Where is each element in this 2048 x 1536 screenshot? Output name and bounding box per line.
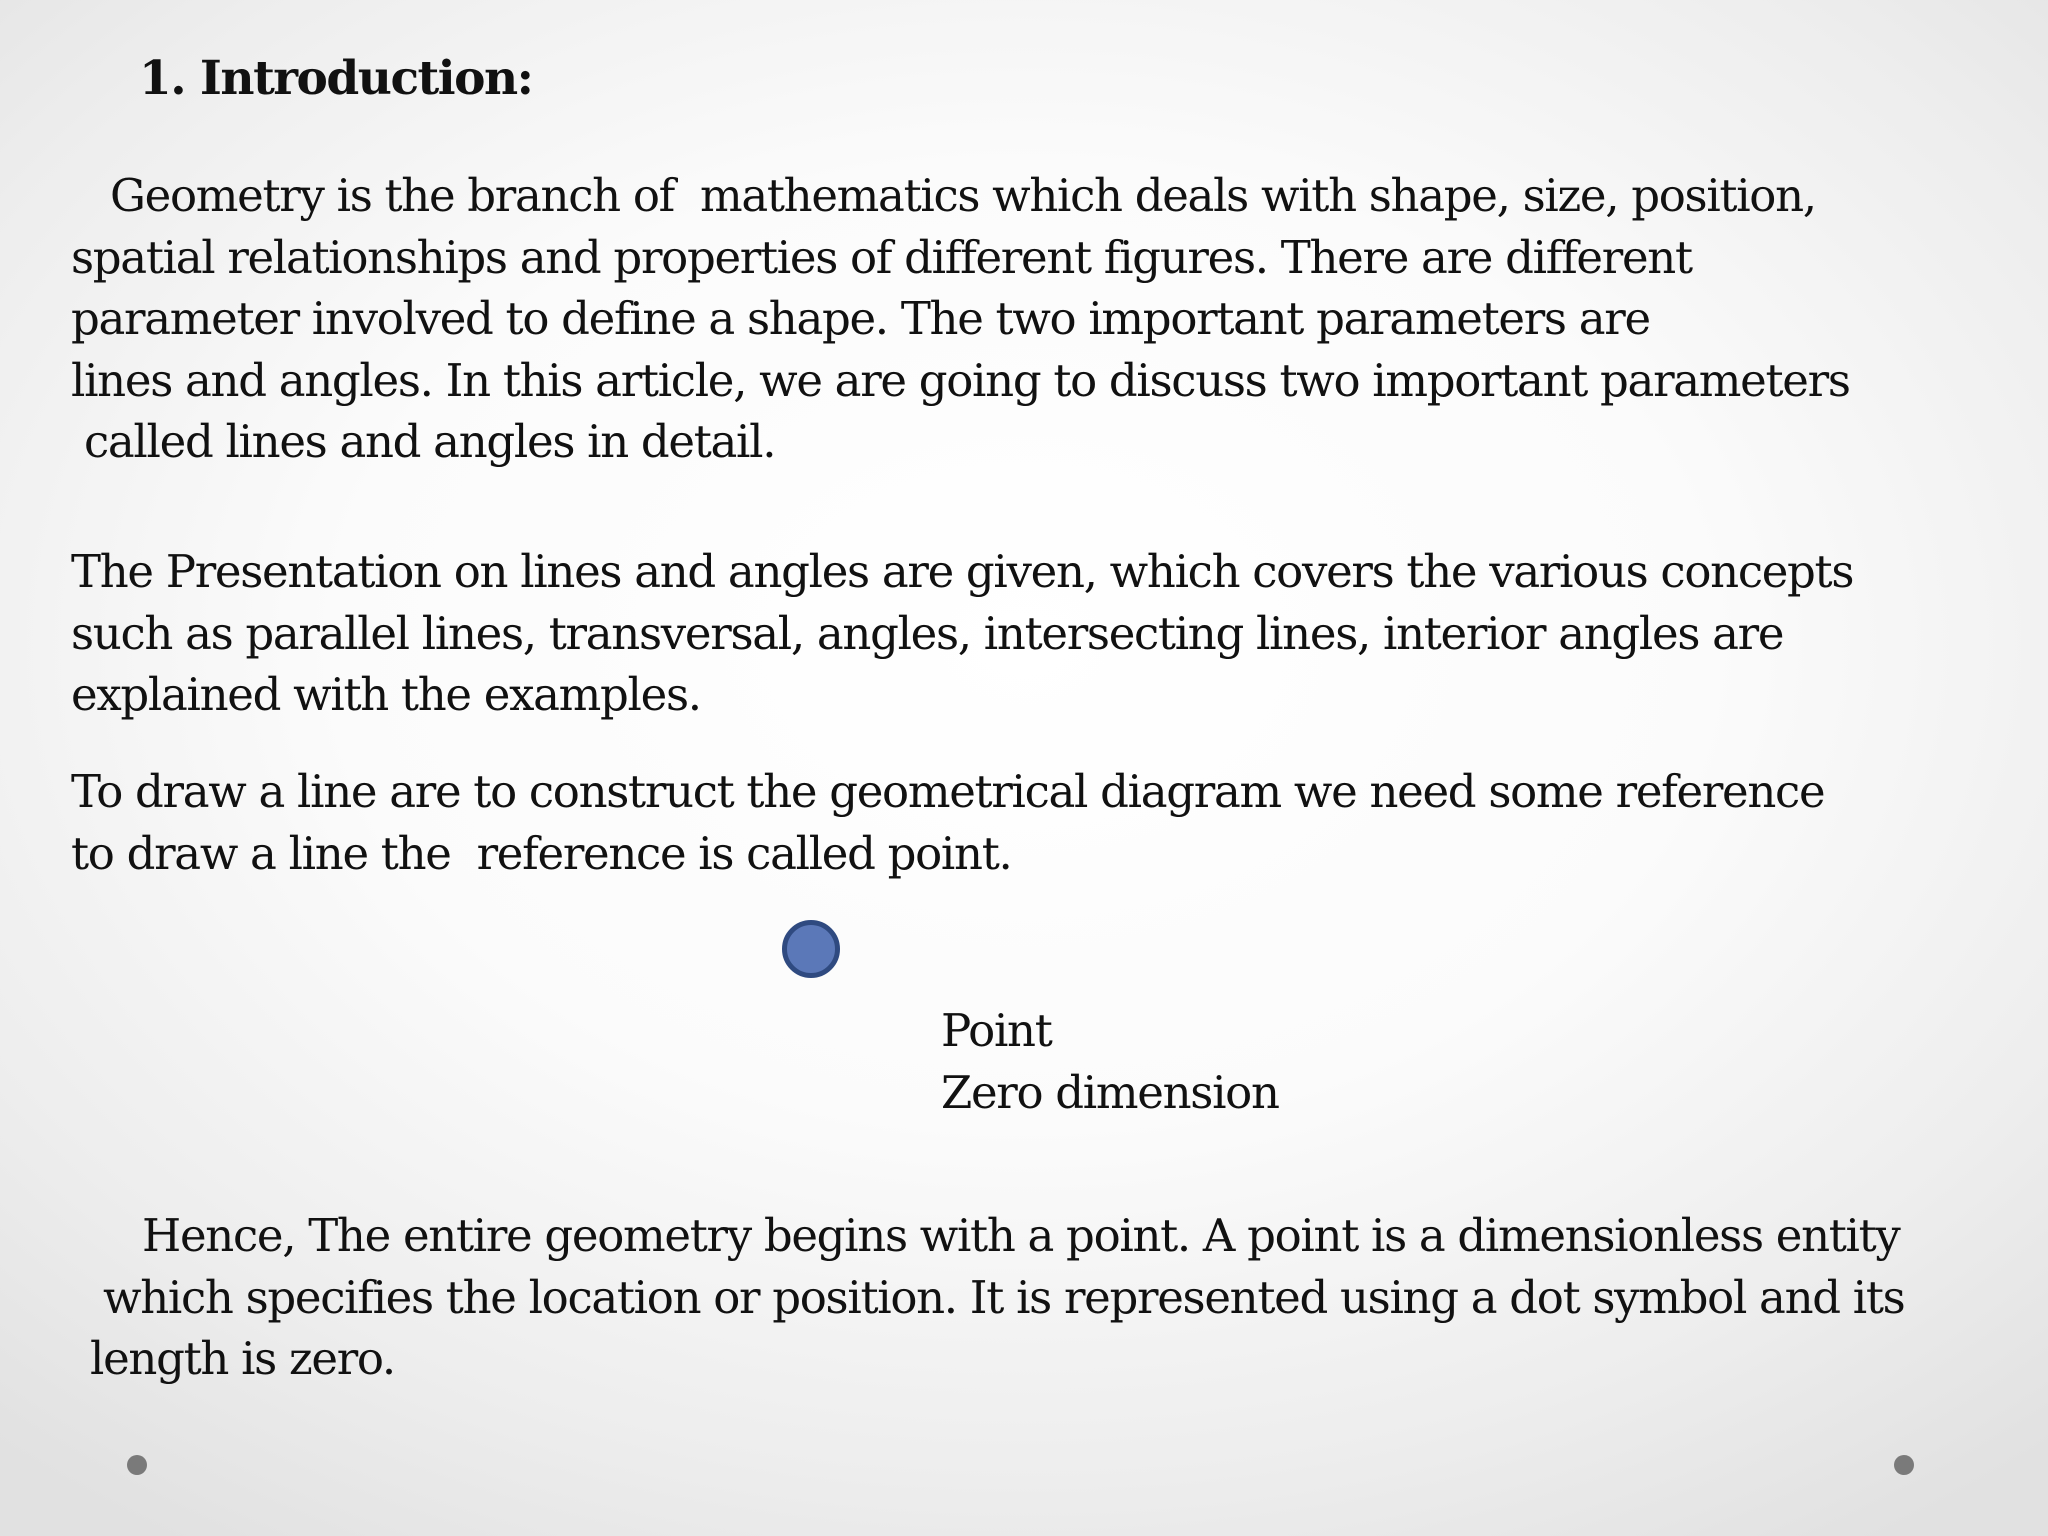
text-line: to draw a line the reference is called point. [71, 826, 1012, 880]
text-line: called lines and angles in detail. [71, 415, 776, 468]
text-line: which specifies the location or position. It is represented using a dot symbol and its [90, 1270, 1905, 1324]
corner-decoration-dot [127, 1455, 147, 1475]
point-label-dimension: Zero dimension [941, 1065, 1279, 1119]
point-label-name: Point [941, 1004, 1052, 1057]
slide-title: 1. Introduction: [139, 51, 533, 106]
point-reference-paragraph [71, 761, 1824, 884]
text-line: The Presentation on lines and angles are given, which covers the various concepts [71, 545, 1854, 598]
text-line: such as parallel lines, transversal, angles, intersecting lines, interior angles are [71, 606, 1784, 660]
point-dot [782, 920, 840, 978]
corner-decoration-dot [1894, 1455, 1914, 1475]
text-line: lines and angles. In this article, we are going to discuss two important parameters [71, 353, 1850, 407]
text-line: explained with the examples. [71, 668, 701, 721]
point-label [941, 1000, 1279, 1123]
presentation-paragraph [71, 541, 1853, 726]
text-line: length is zero. [90, 1332, 395, 1385]
text-line: Geometry is the branch of mathematics which deals with shape, size, position, [71, 169, 1816, 222]
conclusion-paragraph [90, 1205, 1904, 1390]
intro-paragraph [71, 165, 1850, 473]
text-line: parameter involved to define a shape. The two important parameters are [71, 292, 1650, 345]
text-line: To draw a line are to construct the geometrical diagram we need some reference [71, 765, 1825, 818]
text-line: Hence, The entire geometry begins with a point. A point is a dimensionless entity [90, 1209, 1900, 1262]
text-line: spatial relationships and properties of different figures. There are different [71, 230, 1692, 284]
